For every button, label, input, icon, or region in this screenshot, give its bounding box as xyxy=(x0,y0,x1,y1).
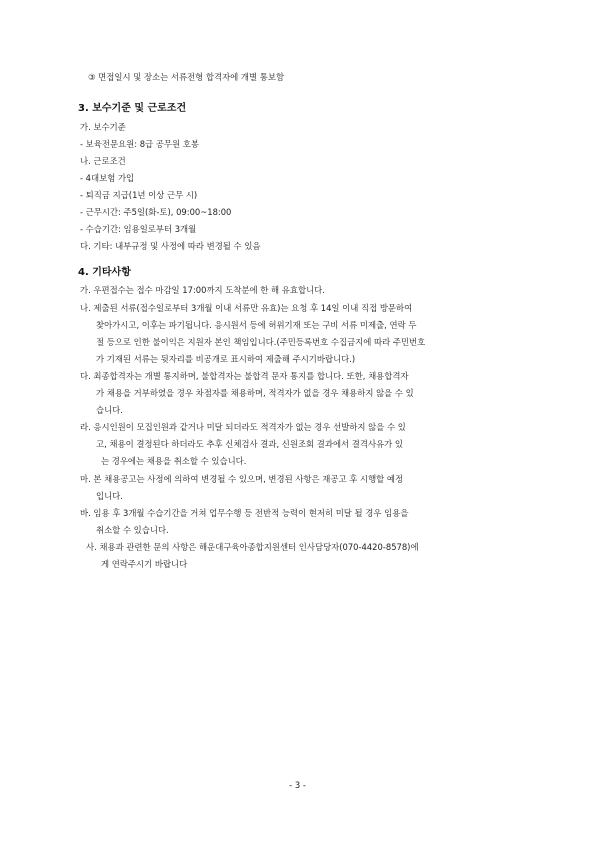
section-4-line: 사. 채용과 관련한 문의 사항은 해운대구육아종합지원센터 인사담당자(070-4420-8578)에 xyxy=(86,542,419,552)
interview-notice: ③ 면접일시 및 장소는 서류전형 합격자에 개별 통보함 xyxy=(88,72,285,82)
section-4-heading: 4. 기타사항 xyxy=(78,267,131,278)
section-4-line: 마. 본 채용공고는 사정에 의하여 변경될 수 있으며, 변경된 사항은 재공고 후 시행할 예정 xyxy=(80,474,404,484)
section-4-line: 가 채용을 거부하였을 경우 차점자를 채용하며, 적격자가 없을 경우 채용하지 않을 수 있 xyxy=(96,388,414,398)
section-3-item: - 4대보험 가입 xyxy=(80,173,135,183)
section-4-line: 라. 응시인원이 모집인원과 같거나 미달 되더라도 적격자가 없는 경우 선발하지 않을 수 있 xyxy=(80,422,406,432)
section-4-line: 입니다. xyxy=(96,491,123,501)
section-4-line: 습니다. xyxy=(96,405,123,415)
section-4-line: 취소할 수 있습니다. xyxy=(96,525,169,535)
section-4-line: 다. 최종합격자는 개별 통지하며, 불합격자는 불합격 문자 통지를 합니다. 또한, 채용합격자 xyxy=(80,371,409,381)
section-4-line: 절 등으로 인한 불이익은 지원자 본인 책임입니다.(주민등록번호 수집금지에 따라 주민번호 xyxy=(96,337,426,347)
page-number: - 3 - xyxy=(289,780,306,790)
section-4-line: 는 경우에는 채용을 취소할 수 있습니다. xyxy=(101,456,247,466)
section-4-line: 가 기재된 서류는 뒷자리를 비공개로 표시하여 제출해 주시기바랍니다.) xyxy=(96,354,356,364)
section-4-line: 바. 임용 후 3개월 수습기간을 거쳐 업무수행 등 전반적 능력이 현저히 미달 될 경우 임용을 xyxy=(80,508,409,518)
section-4-line: 게 연락주시기 바랍니다 xyxy=(101,559,188,569)
section-4-line: 가. 우편접수는 접수 마감일 17:00까지 도착분에 한 해 유효합니다. xyxy=(80,285,325,295)
section-3-item: - 퇴직금 지급(1년 이상 근무 시) xyxy=(80,190,198,200)
section-3-heading: 3. 보수기준 및 근로조건 xyxy=(78,103,187,114)
section-4-line: 나. 제출된 서류(접수일로부터 3개월 이내 서류만 유효)는 요청 후 14일 이내 직접 방문하여 xyxy=(80,303,413,313)
section-3-item: - 보육전문요원: 8급 공무원 호봉 xyxy=(80,139,199,149)
section-3-item: 다. 기타: 내부규정 및 사정에 따라 변경될 수 있음 xyxy=(80,241,261,251)
section-3-item: 가. 보수기준 xyxy=(80,122,126,132)
section-3-item: - 수습기간: 임용일로부터 3개월 xyxy=(80,224,197,234)
section-3-item: 나. 근로조건 xyxy=(80,156,126,166)
section-4-line: 고, 채용이 결정된다 하더라도 추후 신체검사 결과, 신원조회 결과에서 결격사유가 있 xyxy=(96,439,404,449)
section-4-line: 찾아가시고, 이후는 파기됩니다. 응시원서 등에 허위기재 또는 구비 서류 미제출, 연락 두 xyxy=(96,320,417,330)
section-3-item: - 근무시간: 주5일(화-토), 09:00~18:00 xyxy=(80,207,232,217)
